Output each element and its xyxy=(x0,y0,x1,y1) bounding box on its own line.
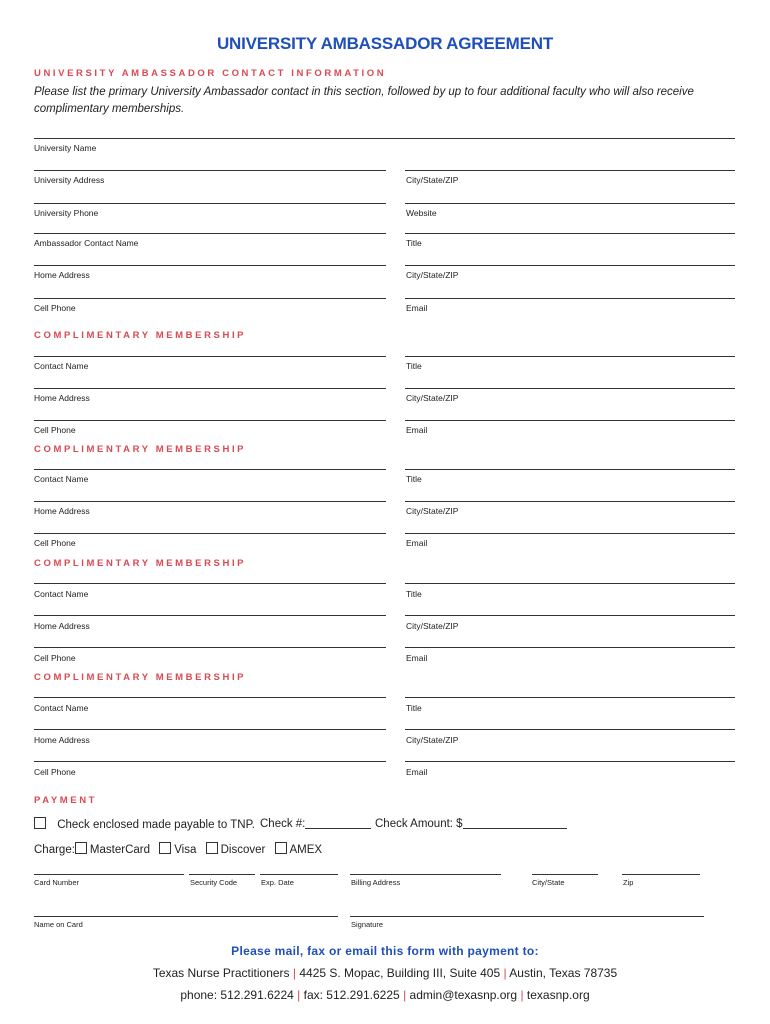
signature-line[interactable] xyxy=(350,916,704,917)
charge-row xyxy=(34,842,322,856)
signature-label: Signature xyxy=(351,920,384,929)
title-line[interactable] xyxy=(405,356,735,357)
home-address-label: Home Address xyxy=(34,393,90,403)
university-phone-label: University Phone xyxy=(34,208,99,218)
home-address-line[interactable] xyxy=(34,729,386,730)
university-name-line[interactable] xyxy=(34,138,735,139)
city-state-zip-label: City/State/ZIP xyxy=(406,735,459,745)
footer-contact xyxy=(0,988,770,1002)
fax-number: fax: 512.291.6225 xyxy=(303,988,400,1002)
contact-name-line[interactable] xyxy=(34,583,386,584)
cell-phone-label: Cell Phone xyxy=(34,653,76,663)
footer-address xyxy=(0,966,770,980)
billing-address-label: Billing Address xyxy=(351,878,401,887)
home-city-state-zip-line[interactable] xyxy=(405,265,735,266)
city-state-zip-label: City/State/ZIP xyxy=(406,621,459,631)
check-enclosed-label: Check enclosed made payable to TNP. xyxy=(57,819,255,831)
separator: | xyxy=(297,988,301,1002)
university-phone-line[interactable] xyxy=(34,203,386,204)
discover-checkbox[interactable] xyxy=(206,842,218,854)
city-state-line[interactable] xyxy=(532,874,598,875)
cell-phone-line[interactable] xyxy=(34,761,386,762)
website-link[interactable]: texasnp.org xyxy=(526,988,590,1002)
home-address-line[interactable] xyxy=(34,265,386,266)
contact-name-label: Contact Name xyxy=(34,589,89,599)
title-label: Title xyxy=(406,474,422,484)
charge-label: Charge: xyxy=(34,844,75,856)
check-number-field[interactable] xyxy=(260,817,371,830)
email-label: Email xyxy=(406,767,428,777)
title-line[interactable] xyxy=(405,583,735,584)
mastercard-checkbox[interactable] xyxy=(75,842,87,854)
check-enclosed-checkbox[interactable] xyxy=(34,817,46,829)
home-address-line[interactable] xyxy=(34,615,386,616)
title-label: Title xyxy=(406,589,422,599)
ambassador-title-line[interactable] xyxy=(405,233,735,234)
separator: | xyxy=(292,966,297,980)
mail-instructions: Please mail, fax or email this form with payment to: xyxy=(231,944,539,958)
city-state-zip-line[interactable] xyxy=(405,501,735,502)
title-label: Title xyxy=(406,361,422,371)
home-address-label: Home Address xyxy=(34,506,90,516)
title-line[interactable] xyxy=(405,469,735,470)
cell-phone-line[interactable] xyxy=(34,420,386,421)
check-amount-field[interactable] xyxy=(375,817,567,830)
city-state-label: City/State xyxy=(532,878,565,887)
document-title: UNIVERSITY AMBASSADOR AGREEMENT xyxy=(216,34,554,53)
email-line[interactable] xyxy=(405,533,735,534)
intro-text: Please list the primary University Ambassador contact in this section, followed by up to four additional faculty who will also receive complimentary memberships. xyxy=(34,86,694,115)
home-address-label: Home Address xyxy=(34,735,90,745)
city-state-zip-line[interactable] xyxy=(405,170,735,171)
check-amount-label: Check Amount: $ xyxy=(375,818,463,830)
org-name: Texas Nurse Practitioners xyxy=(152,966,290,980)
email-label: Email xyxy=(406,538,428,548)
contact-name-label: Contact Name xyxy=(34,703,89,713)
visa-checkbox[interactable] xyxy=(159,842,171,854)
email-line[interactable] xyxy=(405,761,735,762)
mastercard-label: MasterCard xyxy=(89,844,150,856)
section-heading-contact: UNIVERSITY AMBASSADOR CONTACT INFORMATION xyxy=(34,68,387,79)
section-heading-membership-2: COMPLIMENTARY MEMBERSHIP xyxy=(34,444,247,455)
home-address-label: Home Address xyxy=(34,270,90,280)
cell-phone-label: Cell Phone xyxy=(34,538,76,548)
contact-name-label: Contact Name xyxy=(34,361,89,371)
university-address-line[interactable] xyxy=(34,170,386,171)
zip-line[interactable] xyxy=(622,874,700,875)
section-heading-membership-3: COMPLIMENTARY MEMBERSHIP xyxy=(34,558,247,569)
ambassador-name-label: Ambassador Contact Name xyxy=(34,238,139,248)
separator: | xyxy=(520,988,524,1002)
website-line[interactable] xyxy=(405,203,735,204)
cell-phone-label: Cell Phone xyxy=(34,425,76,435)
university-name-label: University Name xyxy=(34,143,97,153)
email-label: Email xyxy=(406,425,428,435)
home-address-line[interactable] xyxy=(34,388,386,389)
check-enclosed-option[interactable] xyxy=(34,817,255,831)
check-number-input[interactable] xyxy=(305,817,371,829)
title-line[interactable] xyxy=(405,697,735,698)
city-state-zip-line[interactable] xyxy=(405,615,735,616)
home-city-state-zip-label: City/State/ZIP xyxy=(406,270,459,280)
exp-date-line[interactable] xyxy=(260,874,338,875)
billing-address-line[interactable] xyxy=(350,874,501,875)
discover-label: Discover xyxy=(220,844,266,856)
email-line[interactable] xyxy=(405,298,735,299)
city-state-zip-label: City/State/ZIP xyxy=(406,506,459,516)
check-number-label: Check #: xyxy=(260,818,306,830)
city-state-zip-label: City/State/ZIP xyxy=(406,175,459,185)
email-label: Email xyxy=(406,303,428,313)
exp-date-label: Exp. Date xyxy=(261,878,294,887)
home-address-line[interactable] xyxy=(34,501,386,502)
city-state-zip-line[interactable] xyxy=(405,729,735,730)
section-heading-membership-1: COMPLIMENTARY MEMBERSHIP xyxy=(34,330,247,341)
phone-number: phone: 512.291.6224 xyxy=(180,988,294,1002)
check-amount-input[interactable] xyxy=(463,817,567,829)
home-address-label: Home Address xyxy=(34,621,90,631)
zip-label: Zip xyxy=(623,878,634,887)
contact-name-line[interactable] xyxy=(34,697,386,698)
amex-label: AMEX xyxy=(289,844,323,856)
card-number-label: Card Number xyxy=(34,878,80,887)
city-address: Austin, Texas 78735 xyxy=(509,966,618,980)
contact-name-line[interactable] xyxy=(34,356,386,357)
separator: | xyxy=(503,966,507,980)
cell-phone-line[interactable] xyxy=(34,647,386,648)
email-label: Email xyxy=(406,653,428,663)
email-line[interactable] xyxy=(405,647,735,648)
ambassador-title-label: Title xyxy=(406,238,422,248)
cell-phone-label: Cell Phone xyxy=(34,303,76,313)
street-address: 4425 S. Mopac, Building III, Suite 405 xyxy=(299,966,501,980)
security-code-label: Security Code xyxy=(190,878,238,887)
cell-phone-label: Cell Phone xyxy=(34,767,76,777)
university-address-label: University Address xyxy=(34,175,105,185)
amex-checkbox[interactable] xyxy=(275,842,287,854)
city-state-zip-line[interactable] xyxy=(405,388,735,389)
section-heading-payment: PAYMENT xyxy=(34,795,98,806)
name-on-card-label: Name on Card xyxy=(34,920,83,929)
website-label: Website xyxy=(406,208,437,218)
city-state-zip-label: City/State/ZIP xyxy=(406,393,459,403)
cell-phone-line[interactable] xyxy=(34,298,386,299)
section-heading-membership-4: COMPLIMENTARY MEMBERSHIP xyxy=(34,672,247,683)
separator: | xyxy=(403,988,407,1002)
cell-phone-line[interactable] xyxy=(34,533,386,534)
visa-label: Visa xyxy=(174,844,197,856)
name-on-card-line[interactable] xyxy=(34,916,338,917)
contact-name-line[interactable] xyxy=(34,469,386,470)
contact-name-label: Contact Name xyxy=(34,474,89,484)
email-line[interactable] xyxy=(405,420,735,421)
title-label: Title xyxy=(406,703,422,713)
security-code-line[interactable] xyxy=(189,874,255,875)
ambassador-name-line[interactable] xyxy=(34,233,386,234)
email-link[interactable]: admin@texasnp.org xyxy=(409,988,518,1002)
card-number-line[interactable] xyxy=(34,874,184,875)
